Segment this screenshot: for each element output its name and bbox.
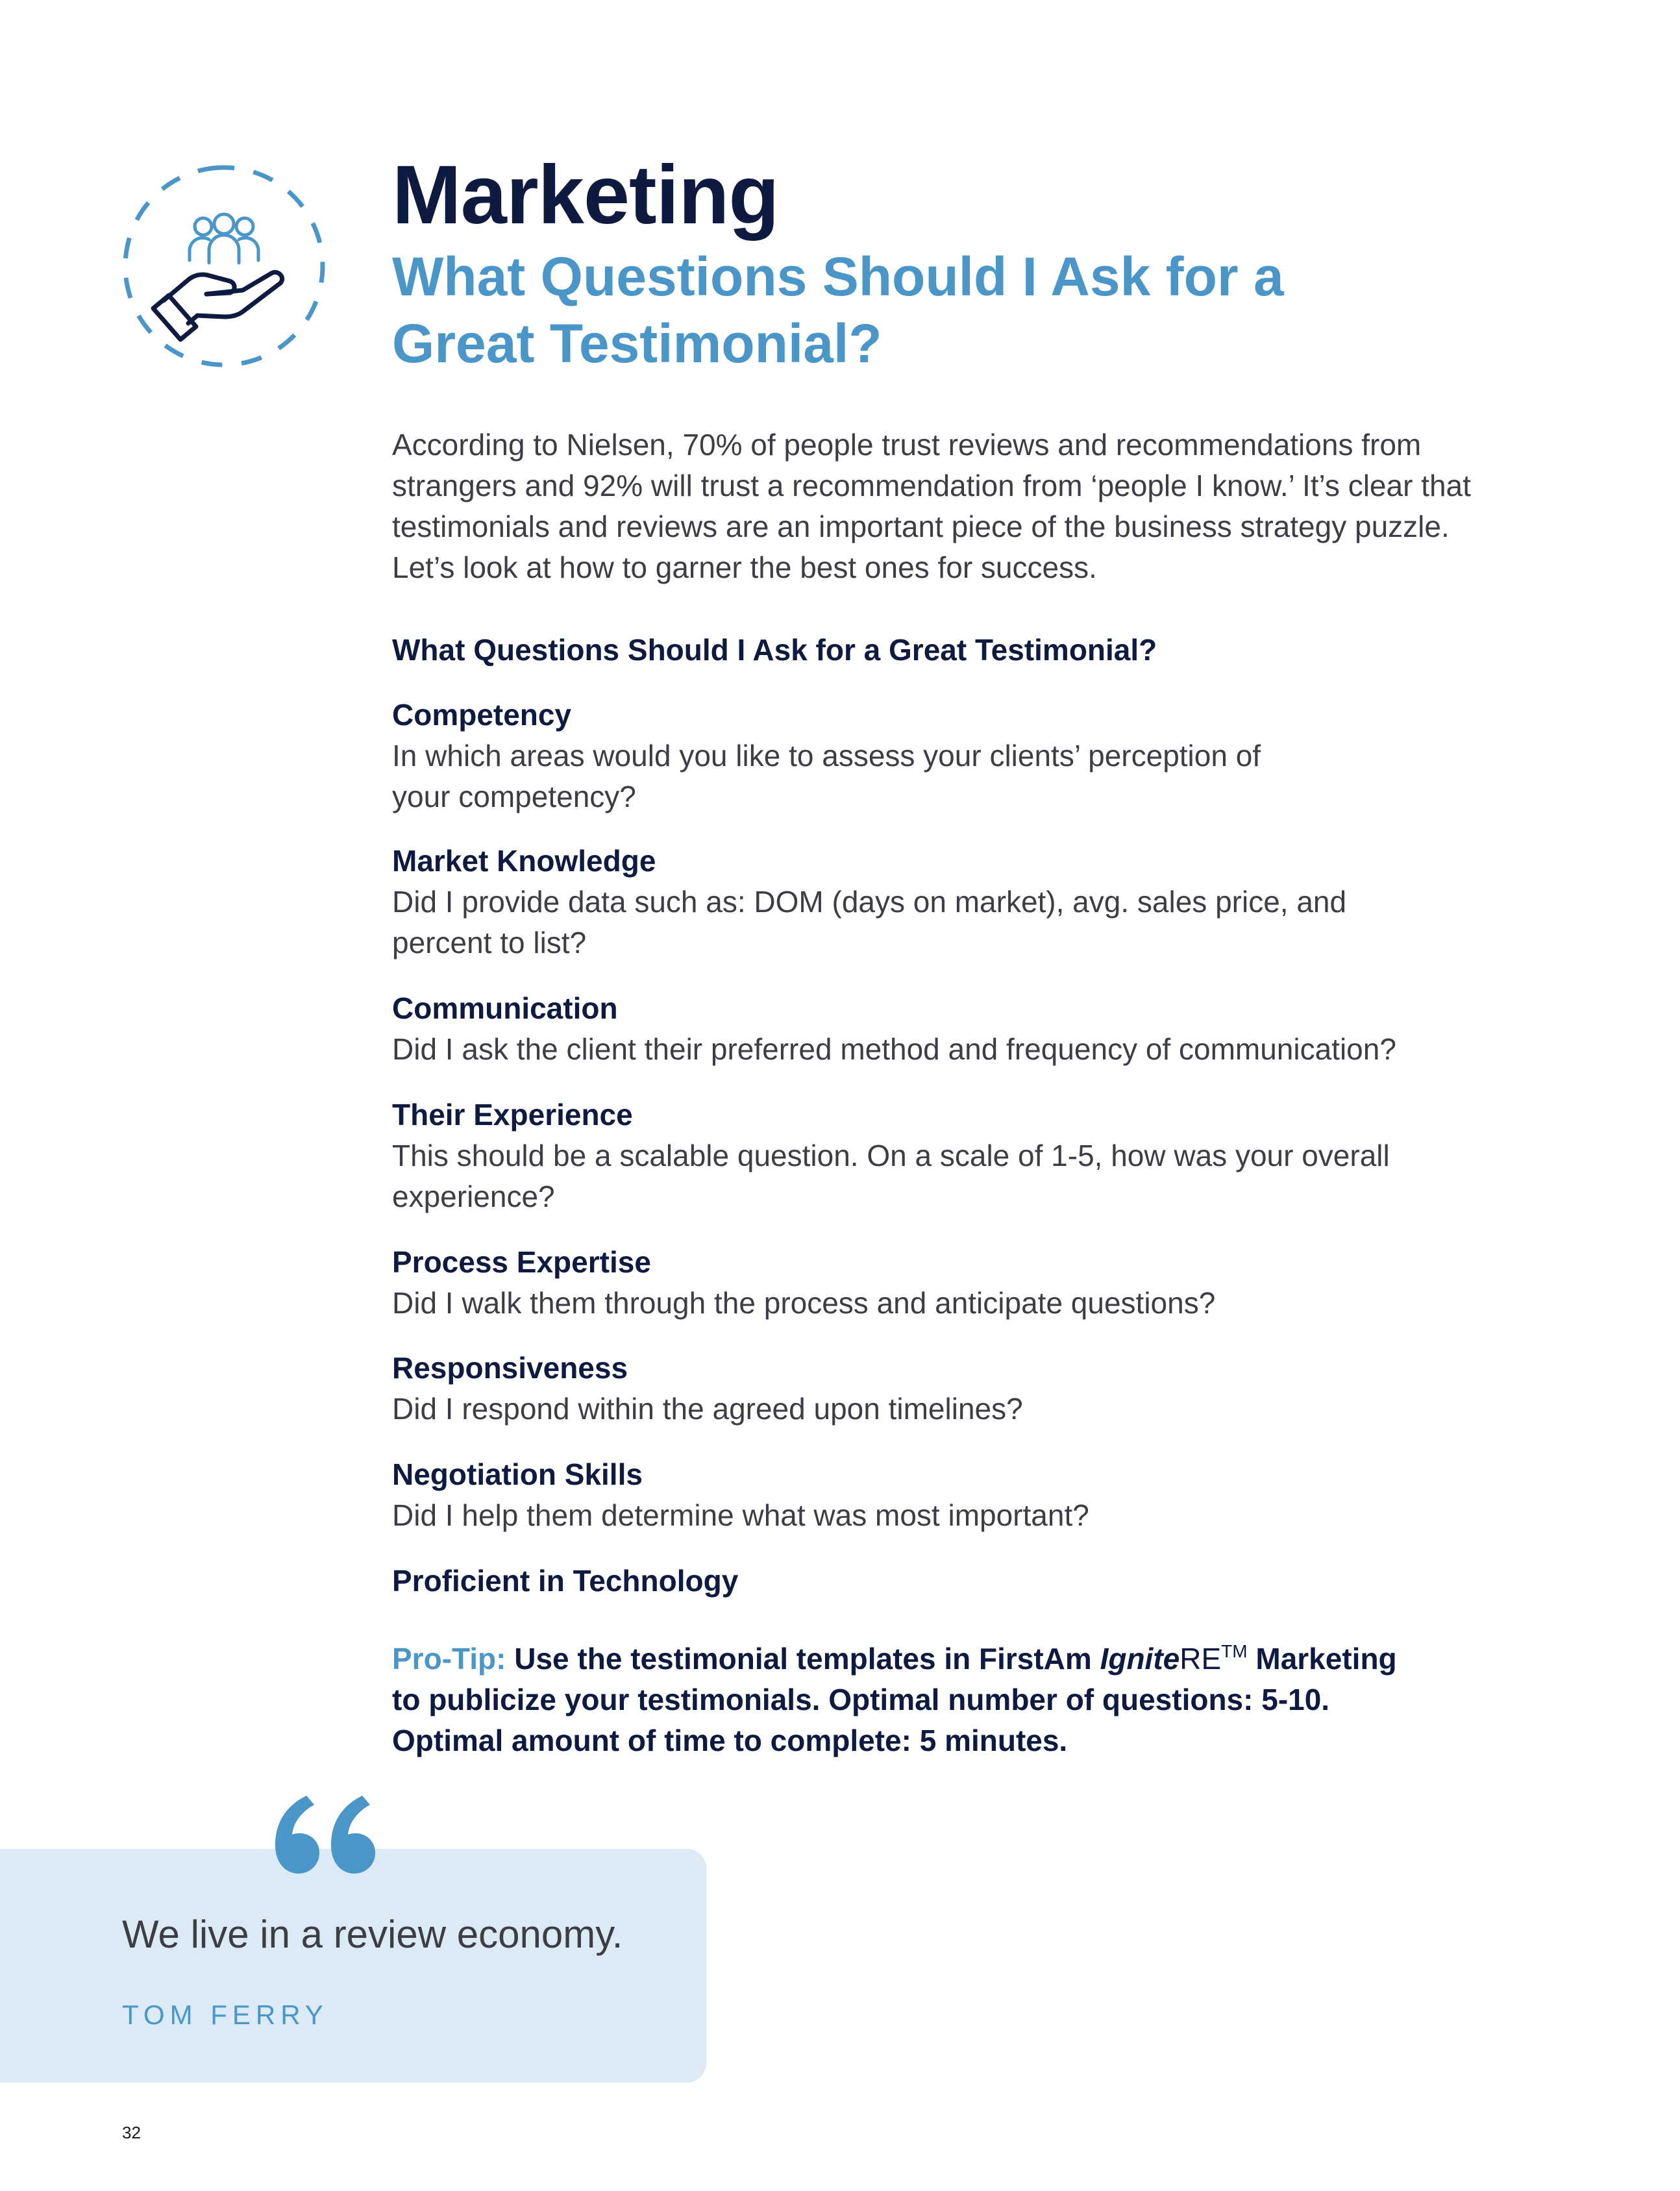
question-body-line: percent to list? [392,926,587,959]
pro-tip-line: to publicize your testimonials. Optimal number of questions: 5-10. [392,1683,1330,1716]
question-title: Negotiation Skills [392,1457,643,1491]
page-title: Marketing [392,149,779,241]
brand-name-italic: Ignite [1100,1642,1180,1676]
trademark: TM [1221,1641,1248,1661]
question-body-line: This should be a scalable question. On a scale of 1-5, how was your overall [392,1139,1390,1172]
pro-tip [392,1639,1496,1761]
question-body-line: In which areas would you like to assess your clients’ perception of [392,739,1261,773]
question-body-line: your competency? [392,780,636,813]
question-body: Did I help them determine what was most important? [392,1498,1089,1532]
question-body: Did I respond within the agreed upon timelines? [392,1392,1023,1426]
intro-line: testimonials and reviews are an important piece of the business strategy puzzle. [392,510,1450,543]
pro-tip-text: Use the testimonial templates in FirstAm [514,1642,1092,1676]
pull-quote-box [0,1849,706,2083]
pro-tip-text: Marketing [1255,1642,1397,1676]
question-body: Did I ask the client their preferred method and frequency of communication? [392,1032,1396,1066]
question-title: Market Knowledge [392,844,656,878]
question-body [392,1135,1496,1217]
question-their-experience [392,1095,1496,1217]
question-title: Their Experience [392,1098,633,1132]
intro-line: According to Nielsen, 70% of people trust reviews and recommendations from [392,428,1422,462]
question-title: Competency [392,698,572,732]
subtitle-line: What Questions Should I Ask for a [392,246,1284,307]
question-body-line: Did I provide data such as: DOM (days on market), avg. sales price, and [392,885,1347,919]
question-proficient-in-technology [392,1561,1496,1602]
question-body: Did I walk them through the process and anticipate questions? [392,1286,1216,1320]
question-body [392,882,1496,963]
question-body [392,736,1496,817]
page-subtitle [392,243,1496,377]
question-title: Communication [392,991,618,1025]
question-title: Proficient in Technology [392,1564,739,1598]
intro-line: strangers and 92% will trust a recommendation from ‘people I know.’ It’s clear that [392,469,1471,502]
page-number: 32 [122,2123,141,2142]
question-negotiation-skills [392,1454,1496,1536]
pro-tip-label: Pro-Tip: [392,1642,506,1676]
intro-paragraph [392,425,1541,588]
question-market-knowledge [392,841,1496,963]
brand-name-regular: RE [1180,1642,1222,1676]
question-competency [392,695,1496,817]
question-title: Responsiveness [392,1351,628,1385]
hand-holding-people-icon [117,159,331,373]
pro-tip-line: Optimal amount of time to complete: 5 minutes. [392,1724,1068,1757]
question-communication [392,988,1496,1070]
question-responsiveness [392,1348,1496,1430]
quote-mark-icon [273,1792,383,1876]
subtitle-line: Great Testimonial? [392,313,882,374]
question-title: Process Expertise [392,1245,651,1279]
section-heading: What Questions Should I Ask for a Great Testimonial? [392,633,1157,667]
quote-author: TOM FERRY [122,1999,328,2030]
quote-text: We live in a review economy. [122,1912,623,1956]
question-process-expertise [392,1242,1496,1324]
question-body-line: experience? [392,1180,555,1213]
intro-line: Let’s look at how to garner the best ones for success. [392,551,1097,584]
